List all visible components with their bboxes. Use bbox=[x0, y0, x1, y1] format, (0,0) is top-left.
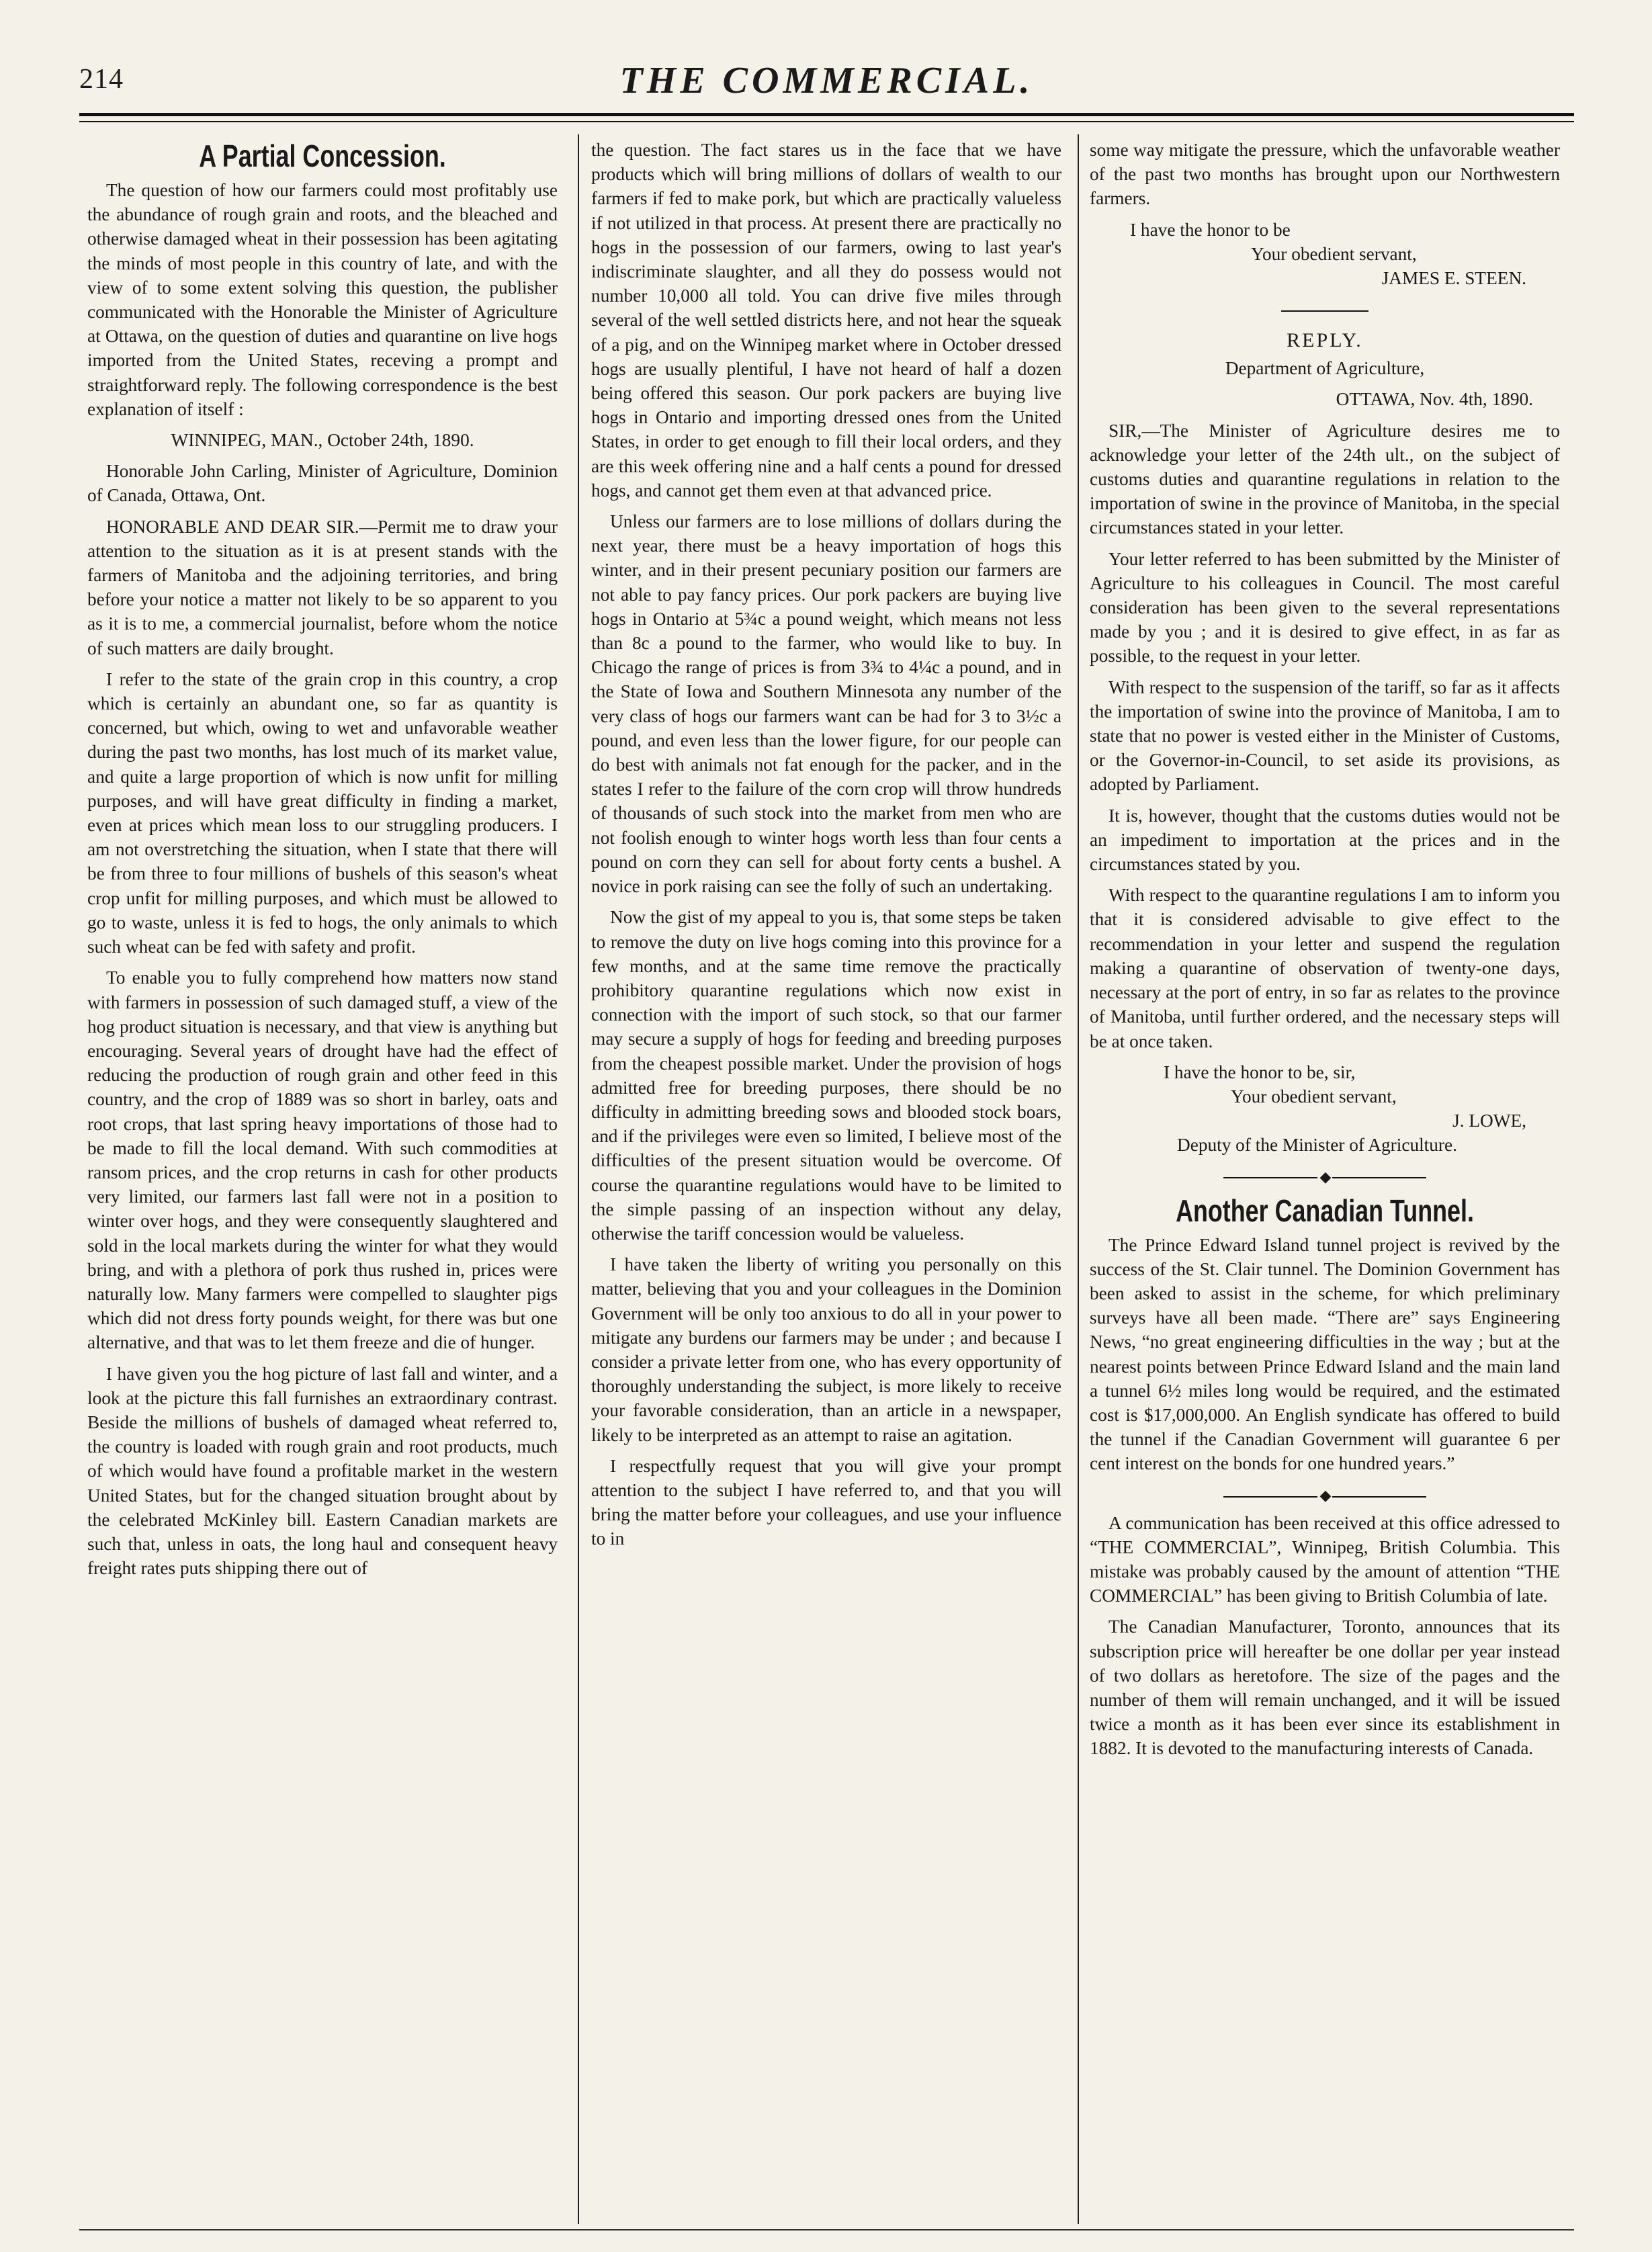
article-paragraph: The question of how our farmers could most profitably use the abundance of rough grain and roots, and the bleached and otherwise damaged wheat in their possession has been agitating the minds of most people in this country of late, and with the view of to some extent solving this question, the publisher communicated with the Honorable the Minister of Agriculture at Ottawa, on the question of duties and quarantine on live hogs imported from the United States, receving a prompt and straightforward reply. The following correspondence is the best explanation of itself : bbox=[87, 180, 558, 419]
reply-closing: I have the honor to be, sir, bbox=[1164, 1062, 1356, 1082]
column-3 bbox=[1090, 138, 1560, 2200]
letter-paragraph: I refer to the state of the grain crop in this country, a crop which is certainly an abundant one, so far as quantity is concerned, but which, owing to wet and unfavorable weather during the past two months, has lost much of its market value, and quite a large proportion of which is now unfit for milling purposes, and will have great difficulty in finding a market, even at prices which mean loss to our struggling producers. I am not overstretching the situation, when I state that there will be from three to four millions of bushels of this season's wheat crop unfit for milling purposes, and which must be allowed to go to waste, unless it is fed to hogs, the only animals to which such wheat can be fed with safety and profit. bbox=[87, 668, 558, 957]
page-number: 214 bbox=[79, 64, 124, 95]
column-1 bbox=[87, 138, 558, 2200]
column-divider bbox=[578, 134, 579, 2224]
column-divider bbox=[1078, 134, 1079, 2224]
reply-paragraph: Your letter referred to has been submitted by the Minister of Agriculture to his colleagues in Council. The most careful consideration has been given to the several representations made by you ; and it is desired to give effect, in as far as possible, to the request in your letter. bbox=[1090, 548, 1560, 666]
reply-paragraph bbox=[1090, 419, 1560, 540]
letter-paragraph: I respectfully request that you will give your prompt attention to the subject I have referred to, and that you will bring the matter before your colleagues, and use your influence to in bbox=[591, 1455, 1061, 1549]
reply-dateline: OTTAWA, Nov. 4th, 1890. bbox=[1336, 389, 1533, 410]
reply-title: REPLY. bbox=[1287, 329, 1363, 352]
article-title: Another Canadian Tunnel. bbox=[1176, 1193, 1474, 1228]
header-rule-thick bbox=[79, 113, 1574, 116]
notice-paragraph: A communication has been received at this office adressed to “THE COMMERCIAL”, Winnipeg, British Columbia. This mistake was probably caused by the amount of attention “THE COMMERCIAL” has been giving to British Columbia of late. bbox=[1090, 1512, 1560, 1606]
page-header bbox=[79, 59, 1574, 106]
reply-paragraph: It is, however, thought that the customs duties would not be an impediment to importation at the prices and in the circumstances stated by you. bbox=[1090, 805, 1560, 875]
article-paragraph: The Prince Edward Island tunnel project is revived by the success of the St. Clair tunnel. The Dominion Government has been asked to assist in the scheme, for which preliminary surveys have all been made. “There are” says Engineering News, “no great engineering difficulties in the way ; but at the nearest points between Prince Edward Island and the main land a tunnel 6½ miles long would be required, and the estimated cost is $17,000,000. An English syndicate has offered to build the tunnel if the Canadian Government will guarantee 6 per cent interest on the bonds for one hundred years.” bbox=[1090, 1234, 1560, 1474]
reply-paragraph-text: —The Minister of Agriculture desires me to acknowledge your letter of the 24th ult., on the subject of customs duties and quarantine regulations in relation to the importation of swine in the province of Manitoba, in the special circumstances stated in your letter. bbox=[1090, 420, 1560, 538]
section-rule bbox=[1281, 310, 1368, 312]
column-2 bbox=[591, 138, 1061, 2200]
masthead: THE COMMERCIAL. bbox=[619, 60, 1034, 101]
notice-paragraph: The Canadian Manufacturer, Toronto, announces that its subscription price will hereafter be one dollar per year instead of two dollars as heretofore. The size of the pages and the number of them will remain unchanged, and it will be issued twice a month as it has been ever since its establishment in 1882. It is devoted to the manufacturing interests of Canada. bbox=[1090, 1616, 1560, 1759]
header-rule-thin bbox=[79, 121, 1574, 122]
letter-paragraph: the question. The fact stares us in the face that we have products which will bring millions of dollars of wealth to our farmers if fed to make pork, but which are practically valueless if not utilized in that process. At present there are practically no hogs in the possession of our farmers, owing to last year's indiscriminate slaughter, and all they do possess would not number 10,000 all told. You can drive five miles through several of the well settled districts here, and not hear the squeak of a pig, and on the Winnipeg market where in October dressed hogs are usually plentiful, I have not heard of half a dozen being offered this season. Our pork packers are buying live hogs in Ontario and importing dressed ones from the United States, in order to get enough to fill their local orders, and they are this week offering nine and a half cents a pound for dressed hogs, and cannot get them even at that advanced price. bbox=[591, 140, 1061, 501]
reply-salutation: SIR, bbox=[1108, 420, 1142, 441]
letter-paragraph: some way mitigate the pressure, which the unfavorable weather of the past two months has brought upon our Northwestern farmers. bbox=[1090, 140, 1560, 209]
letter-dateline: WINNIPEG, MAN., October 24th, 1890. bbox=[171, 430, 474, 451]
letter-addressee: Honorable John Carling, Minister of Agriculture, Dominion of Canada, Ottawa, Ont. bbox=[87, 461, 558, 506]
letter-closing: Your obedient servant, bbox=[1251, 243, 1417, 264]
reply-signature: J. LOWE, bbox=[1452, 1111, 1526, 1131]
letter-paragraph bbox=[87, 515, 558, 660]
letter-signature: JAMES E. STEEN. bbox=[1381, 268, 1526, 289]
section-ornament: ◆ bbox=[1090, 1485, 1560, 1506]
letter-paragraph: To enable you to fully comprehend how matters now stand with farmers in possession of such damaged stuff, a view of the hog product situation is necessary, and that view is anything but encouraging. Several years of drought have had the effect of reducing the production of rough grain and other feed in this country, and the crop of 1889 was so short in barley, oats and root crops, that last spring heavy importations of those had to be made to fill the local demand. With such commodities at ransom prices, and the crop returns in cash for other products very limited, our farmers last fall were not in a position to winter over hogs, and they were consequently slaughtered and sold in the local markets during the winter for what they would bring, and with a plethora of pork thus rushed in, prices were naturally low. Many farmers were compelled to slaughter pigs which did not dress forty pounds weight, for there was but one alternative, and that was to let them freeze and die of hunger. bbox=[87, 967, 558, 1353]
letter-paragraph: I have taken the liberty of writing you personally on this matter, believing that you and your colleagues in the Dominion Government will be only too anxious to do all in your power to mitigate any burdens our farmers may be under ; and because I consider a private letter from one, who has every opportunity of thoroughly understanding the subject, is more likely to receive your favorable consideration, than an article in a newspaper, likely to be interpreted as an attempt to raise an agitation. bbox=[591, 1254, 1061, 1445]
reply-paragraph: With respect to the quarantine regulations I am to inform you that it is considered advisable to give effect to the recommendation in your letter and suspend the regulation making a quarantine of observation of twenty-one days, necessary at the port of entry, in so far as relates to the province of Manitoba, until further ordered, and the necessary steps will be at once taken. bbox=[1090, 885, 1560, 1051]
reply-department: Department of Agriculture, bbox=[1225, 358, 1425, 379]
letter-salutation: HONORABLE AND DEAR SIR. bbox=[106, 516, 359, 537]
reply-signature-title: Deputy of the Minister of Agriculture. bbox=[1177, 1135, 1457, 1156]
letter-paragraph: Unless our farmers are to lose millions of dollars during the next year, there must be a heavy importation of hogs this winter, and in their present pecuniary position our farmers are not able to pay fancy prices. Our pork packers are buying live hogs in Ontario at 5¾c a pound weight, which means not less than 8c a pound to the farmer, who would like to buy. In Chicago the range of prices is from 3¾ to 4¼c a pound, and in the State of Iowa and Southern Minnesota any number of the very class of hogs our farmers want can be had for 3 to 3½c a pound, and even less than the lower figure, for our people can do best with animals not fat enough for the packer, and in the states I refer to the failure of the corn crop will throw hundreds of thousands of such stock into the market from men who are not foolish enough to winter hogs worth less than four cents a pound on corn they can sell for about forty cents a bushel. A novice in pork raising can see the folly of such an undertaking. bbox=[591, 511, 1061, 897]
letter-paragraph: Now the gist of my appeal to you is, that some steps be taken to remove the duty on live hogs coming into this province for a few months, and at the same time remove the practically prohibitory quarantine regulations which now exist in connection with the import of such stock, so that our farmer may secure a supply of hogs for feeding and breeding purposes from the cheapest possible market. Under the provision of hogs admitted free for breeding purposes, there should be no difficulty in admitting breeding sows and blooded stock boars, and if the privileges were even so limited, I believe most of the difficulties of the present situation would be overcome. Of course the quarantine regulations would have to be limited to the simple passing of an inspection without any delay, otherwise the tariff concession would be valueless. bbox=[591, 907, 1061, 1244]
reply-paragraph: With respect to the suspension of the tariff, so far as it affects the importation of swine into the province of Manitoba, I am to state that no power is vested either in the Minister of Customs, or the Governor-in-Council, to set aside its provisions, as adopted by Parliament. bbox=[1090, 677, 1560, 795]
article-title: A Partial Concession. bbox=[199, 138, 446, 173]
reply-closing: Your obedient servant, bbox=[1231, 1086, 1397, 1107]
letter-closing: I have the honor to be bbox=[1130, 219, 1291, 240]
letter-paragraph: I have given you the hog picture of last fall and winter, and a look at the picture this fall furnishes an extraordinary contrast. Beside the millions of bushels of damaged wheat referred to, the country is loaded with rough grain and root products, much of which would have found a profitable market in the western United States, but for the changed situation brought about by the celebrated McKinley bill. Eastern Canadian markets are such that, unless in oats, the long haul and consequent heavy freight rates puts shipping there out of bbox=[87, 1363, 558, 1579]
letter-paragraph-text: —Permit me to draw your attention to the situation as it is at present stands with the farmers of Manitoba and the adjoining territories, and bring before your notice a matter not likely to be so apparent to you as it is to me, a commercial journalist, before whom the notice of such matters are daily brought. bbox=[87, 516, 558, 658]
section-ornament: ◆ bbox=[1090, 1167, 1560, 1187]
footer-rule bbox=[79, 2229, 1574, 2231]
